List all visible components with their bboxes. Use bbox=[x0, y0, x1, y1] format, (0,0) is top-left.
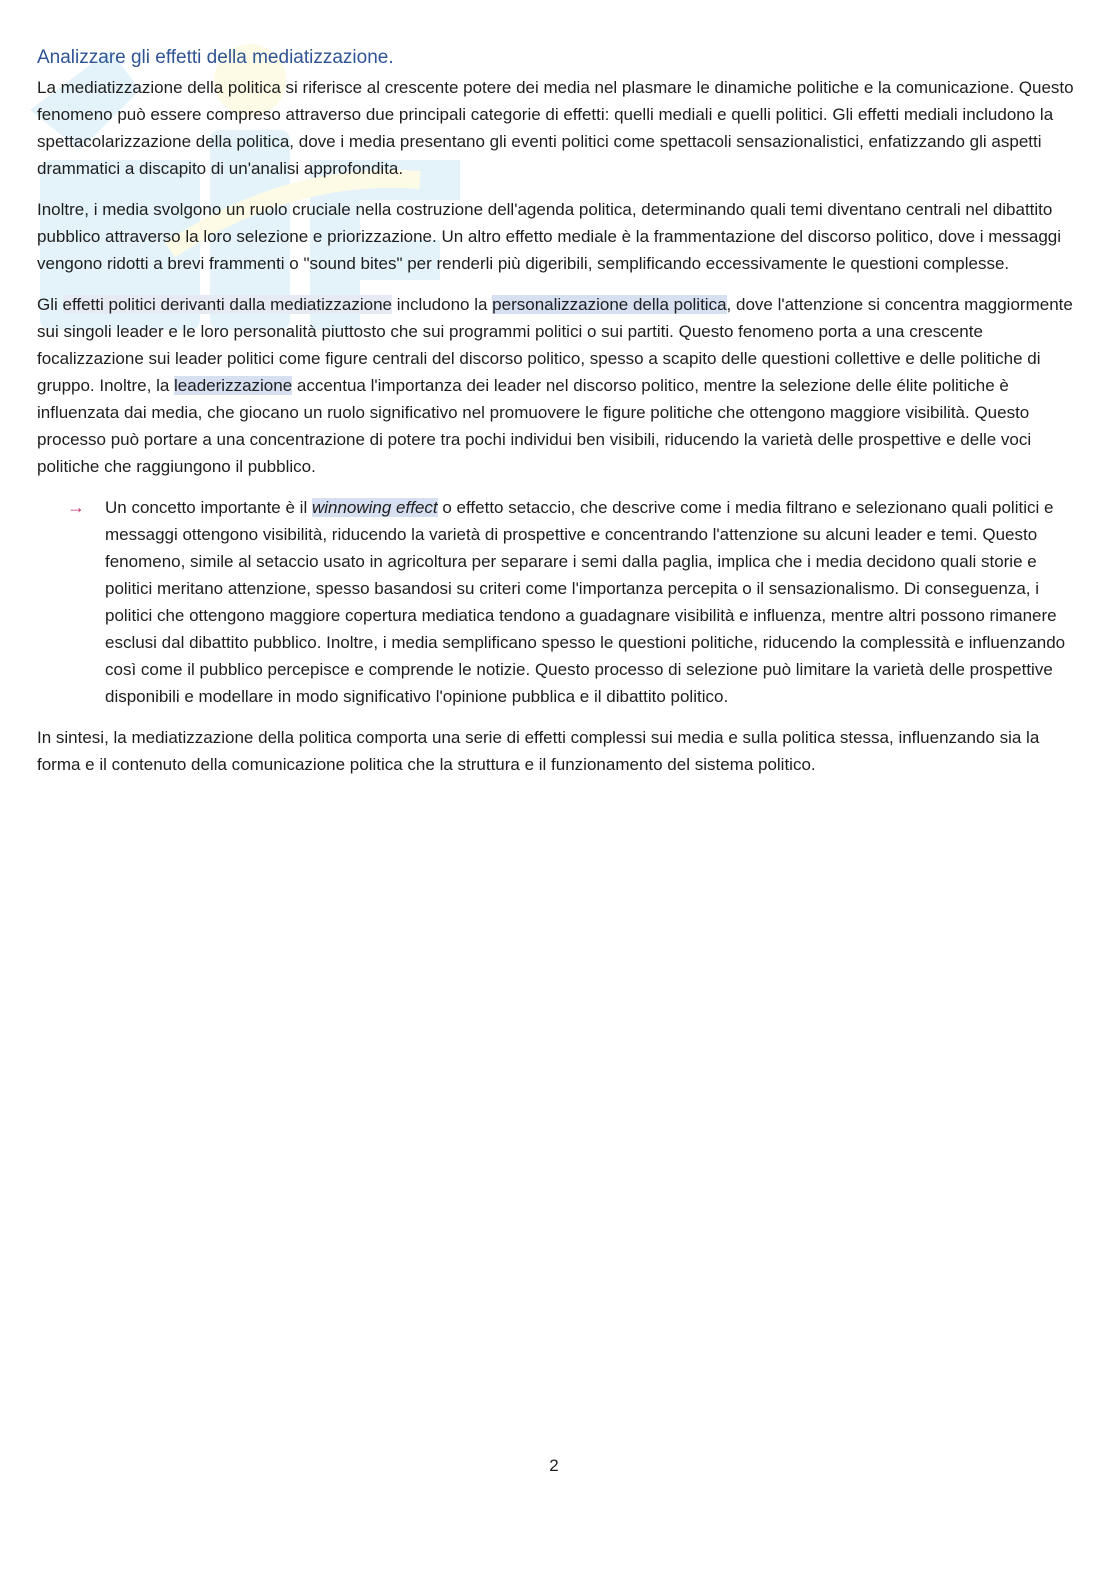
text-run: , dove l'attenzione si concentra maggiormente sui singoli leader e le loro personalità piuttosto che sui programmi politici o sui partiti. Questo fenomeno porta a una crescente focalizzazione sui leader politici come figure centrali del discorso politico, spesso a scapito delle questioni collettive e delle politiche di gruppo. Inoltre, la bbox=[37, 295, 1073, 395]
text-run: Gli bbox=[37, 295, 63, 314]
text-run: Un concetto importante è il bbox=[105, 498, 312, 517]
highlight-leaderization: leaderizzazione bbox=[174, 376, 293, 395]
arrow-right-icon: → bbox=[67, 497, 85, 517]
bullet-winnowing-effect bbox=[67, 494, 1077, 710]
paragraph-agenda: Inoltre, i media svolgono un ruolo cruciale nella costruzione dell'agenda politica, determinando quali temi diventano centrali nel dibattito pubblico attraverso la loro selezione e priorizzazione. Un altro effetto mediale è la frammentazione del discorso politico, dove i messaggi vengono ridotti a brevi frammenti o "sound bites" per renderli più digeribili, semplificando eccessivamente le questioni complesse. bbox=[37, 200, 1062, 273]
bullet-text bbox=[105, 494, 1077, 710]
section-title: Analizzare gli effetti della mediatizzazione. bbox=[37, 47, 394, 68]
document-page bbox=[37, 44, 1077, 792]
paragraph-summary: In sintesi, la mediatizzazione della politica comporta una serie di effetti complessi sui media e sulla politica stessa, influenzando sia la forma e il contenuto della comunicazione politica che la struttura e il funzionamento del sistema politico. bbox=[37, 728, 1040, 774]
paragraph-intro: La mediatizzazione della politica si riferisce al crescente potere dei media nel plasmare le dinamiche politiche e la comunicazione. Questo fenomeno può essere compreso attraverso due principali categorie di effetti: quelli mediali e quelli politici. Gli effetti mediali includono la spettacolarizzazione della politica, dove i media presentano gli eventi politici come spettacoli sensazionalistici, enfatizzando gli aspetti drammatici a discapito di un'analisi approfondita. bbox=[37, 78, 1074, 178]
text-run: o effetto setaccio, che descrive come i media filtrano e selezionano quali politici e messaggi ottengono visibilità, riducendo la varietà di prospettive e concentrando l'attenzione su alcuni leader e temi. Questo fenomeno, simile al setaccio usato in agricoltura per separare i semi dalla paglia, implica che i media decidono quali storie e politici meritano attenzione, spesso basandosi su criteri come l'importanza percepita o il sensazionalismo. Di conseguenza, i politici che ottengono maggiore copertura mediatica tendono a guadagnare visibilità e influenza, mentre altri possono rimanere esclusi dal dibattito pubblico. Inoltre, i media semplificano spesso le questioni politiche, riducendo la complessità e influenzando così come il pubblico percepisce e comprende le notizie. Questo processo di selezione può limitare la varietà delle prospettive disponibili e modellare in modo significativo l'opinione pubblica e il dibattito politico. bbox=[105, 498, 1066, 706]
text-run: accentua l'importanza dei leader nel discorso politico, mentre la selezione delle élite politiche è influenzata dai media, che giocano un ruolo significativo nel promuovere le figure politiche che ottengono maggiore visibilità. Questo processo può portare a una concentrazione di potere tra pochi individui ben visibili, riducendo la varietà delle prospettive e delle voci politiche che raggiungono il pubblico. bbox=[37, 376, 1032, 476]
page-number: 2 bbox=[549, 1456, 559, 1475]
highlight-winnowing-effect: winnowing effect bbox=[311, 498, 438, 517]
highlight-personalization: personalizzazione della politica bbox=[492, 295, 727, 314]
paragraph-political-effects bbox=[37, 291, 1077, 480]
highlight-political-effects: effetti politici derivanti dalla mediatizzazione bbox=[62, 295, 392, 314]
text-run: includono la bbox=[391, 295, 493, 314]
